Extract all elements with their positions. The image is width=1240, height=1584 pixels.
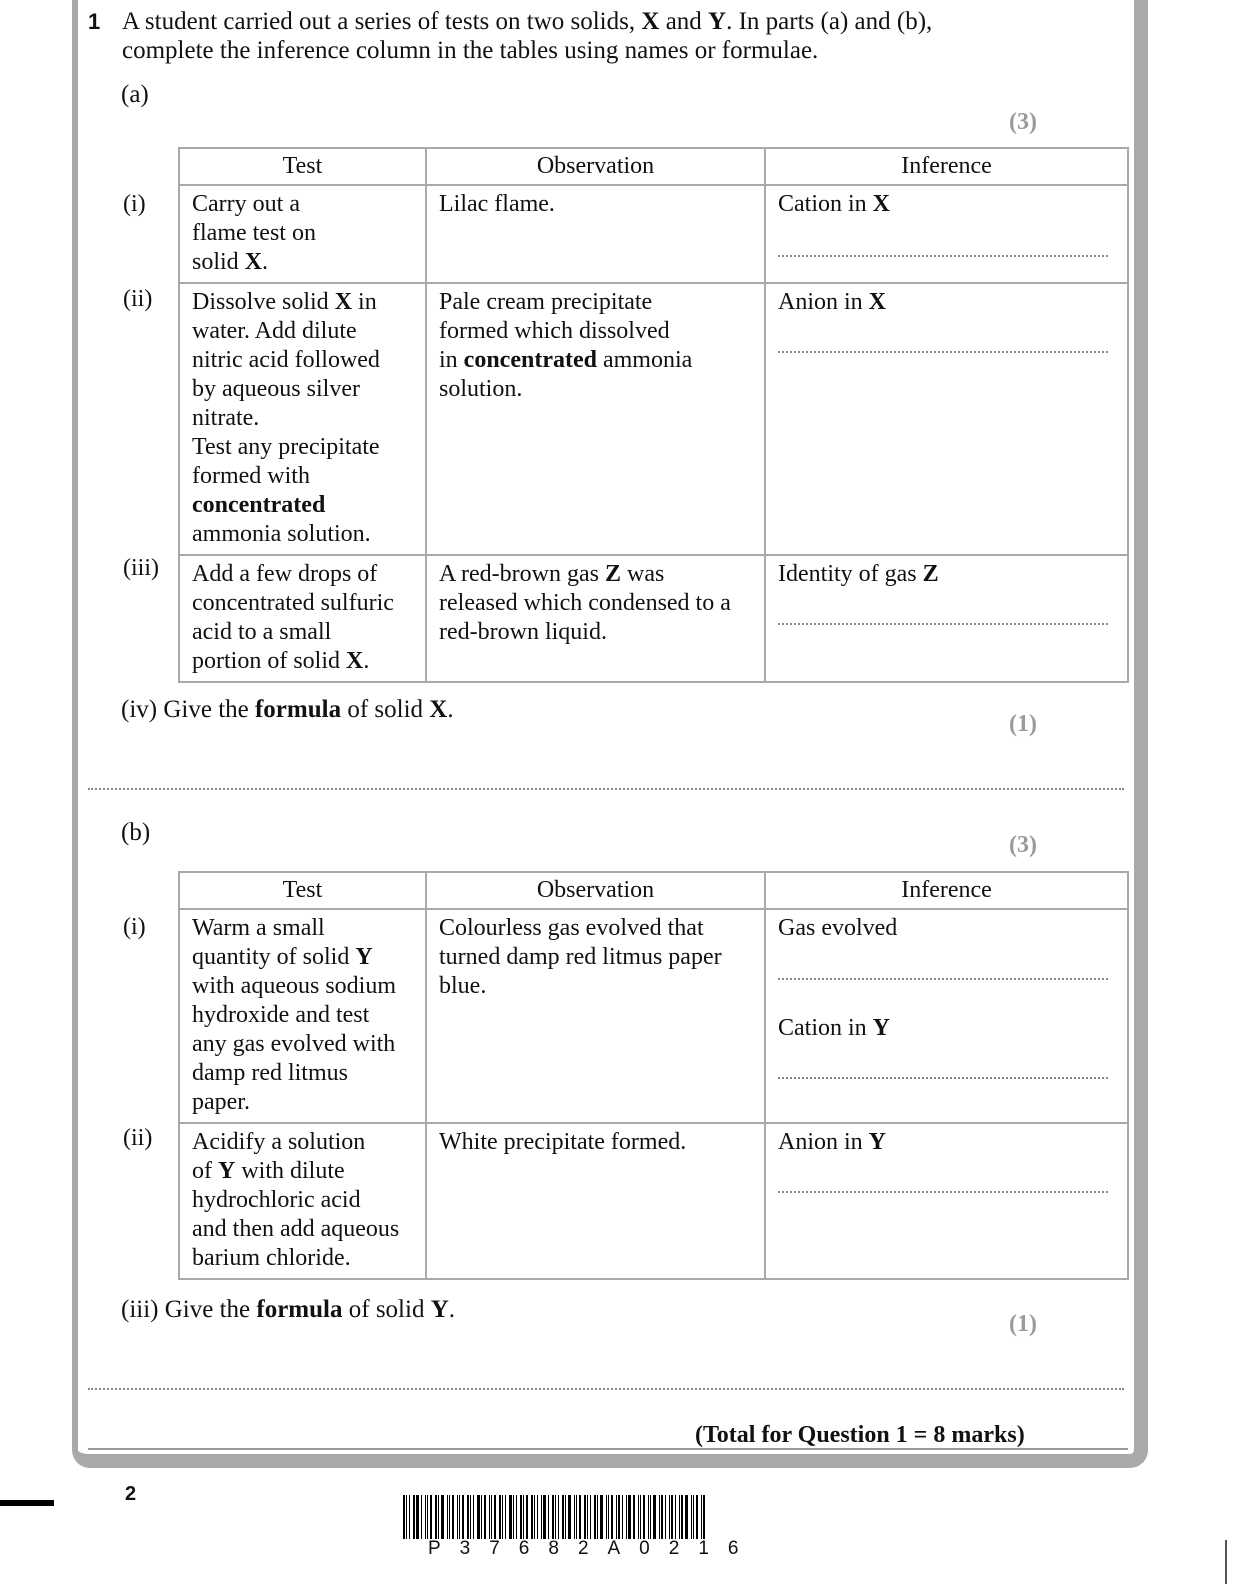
barcode-bar [568,1495,571,1539]
barcode-bar [489,1495,490,1539]
barcode-bar [558,1495,559,1539]
barcode-bar [473,1495,474,1539]
barcode-bar [421,1495,422,1539]
table-header-row [179,148,1128,185]
barcode-bar [552,1495,554,1539]
total-divider [88,1448,1128,1450]
answer-dotted-line[interactable] [778,623,1108,625]
question-number: 1 [88,9,101,34]
test-cell: Warm a small quantity of solid Y with aqueous sodium hydroxide and test any gas evolved with damp red litmus paper. [179,909,426,1123]
barcode-bar [494,1495,496,1539]
barcode-bar [693,1495,694,1539]
barcode-bar [681,1495,683,1539]
barcode-bar [669,1495,670,1539]
row-number: (i) [123,191,146,217]
answer-line-a-iv[interactable] [88,788,1124,790]
barcode-bar [430,1495,432,1539]
answer-dotted-line[interactable] [778,1077,1108,1079]
total-marks: (Total for Question 1 = 8 marks) [695,1422,1025,1448]
row-number: (ii) [123,286,153,312]
barcode-bar [505,1495,506,1539]
header-inference: Inference [765,148,1128,185]
observation-cell: A red-brown gas Z was released which condensed to a red-brown liquid. [426,555,765,682]
barcode-bar [633,1495,635,1539]
barcode-bar [616,1495,617,1539]
part-a-iv-marks: (1) [1009,711,1037,737]
barcode-bar [484,1495,486,1539]
barcode-bar [509,1495,512,1539]
row-number: (i) [123,914,146,940]
barcode-bar [626,1495,627,1539]
barcode-bar [611,1495,613,1539]
inference-cell: Gas evolved Cation in Y [765,909,1128,1123]
inference-cell: Anion in X [765,283,1128,555]
header-test: Test [179,148,426,185]
barcode-bar [606,1495,607,1539]
barcode-bar [665,1495,666,1539]
part-a-marks: (3) [1009,109,1037,135]
barcode-bar [438,1495,439,1539]
barcode-bar [594,1495,596,1539]
page-number: 2 [125,1483,137,1505]
inference-cell: Cation in X [765,185,1128,283]
barcode-bar [413,1495,415,1539]
barcode-bar [523,1495,524,1539]
answer-dotted-line[interactable] [778,351,1108,353]
barcode-bar [584,1495,586,1539]
barcode-bar [491,1495,492,1539]
barcode-bar [452,1495,454,1539]
question-intro: A student carried out a series of tests on two solids, X and Y. In parts (a) and (b), complete the inference column in the tables using names or formulae. [122,8,933,64]
barcode [403,1495,835,1539]
table-row [179,185,1128,283]
barcode-bar [622,1495,623,1539]
barcode-bar [425,1495,426,1539]
barcode-bar [574,1495,575,1539]
barcode-bar [659,1495,660,1539]
barcode-bar [409,1495,410,1539]
table-row [179,1123,1128,1279]
barcode-bar [565,1495,566,1539]
barcode-bar [685,1495,688,1539]
barcode-bar [459,1495,460,1539]
barcode-bar [675,1495,676,1539]
barcode-bar [457,1495,458,1539]
header-observation: Observation [426,872,765,909]
barcode-bar [653,1495,656,1539]
barcode-bar [477,1495,480,1539]
barcode-bar [406,1495,407,1539]
barcode-bar [441,1495,444,1539]
barcode-bar [597,1495,598,1539]
barcode-bar [600,1495,603,1539]
answer-line-b-iii[interactable] [88,1388,1124,1390]
barcode-bar [608,1495,609,1539]
barcode-bar [447,1495,448,1539]
header-observation: Observation [426,148,765,185]
barcode-bar [462,1495,464,1539]
barcode-bar [638,1495,639,1539]
answer-dotted-line[interactable] [778,978,1108,980]
part-b-marks: (3) [1009,832,1037,858]
header-inference: Inference [765,872,1128,909]
answer-dotted-line[interactable] [778,255,1108,257]
barcode-bar [427,1495,428,1539]
barcode-bar [691,1495,692,1539]
barcode-bar [696,1495,698,1539]
inference-cell: Anion in Y [765,1123,1128,1279]
margin-marker [0,1500,54,1506]
barcode-bar [555,1495,556,1539]
header-test: Test [179,872,426,909]
barcode-bar [703,1495,705,1539]
barcode-bar [449,1495,450,1539]
barcode-bar [650,1495,651,1539]
test-cell: Add a few drops of concentrated sulfuric acid to a small portion of solid X. [179,555,426,682]
observation-cell: Lilac flame. [426,185,765,283]
barcode-bar [467,1495,469,1539]
part-b-label: (b) [121,819,151,846]
barcode-bar [513,1495,514,1539]
test-cell: Dissolve solid X in water. Add dilute nitric acid followed by aqueous silver nitrate. Test any precipitate formed with concentrated ammonia solution. [179,283,426,555]
barcode-bar [499,1495,501,1539]
barcode-bar [481,1495,482,1539]
barcode-bar [435,1495,437,1539]
barcode-bar [543,1495,546,1539]
barcode-bar [562,1495,564,1539]
barcode-bar [579,1495,581,1539]
barcode-bar [628,1495,631,1539]
barcode-bar [618,1495,620,1539]
row-number: (ii) [123,1125,153,1151]
test-cell: Carry out a flame test on solid X. [179,185,426,283]
answer-dotted-line[interactable] [778,1191,1108,1193]
barcode-bar [548,1495,549,1539]
table-header-row [179,872,1128,909]
part-b-iii-marks: (1) [1009,1311,1037,1337]
barcode-bar [679,1495,680,1539]
barcode-bar [587,1495,588,1539]
row-number: (iii) [123,555,159,581]
table-a [178,147,1129,683]
barcode-bar [520,1495,522,1539]
part-a-iv: (iv) Give the formula of solid X. [121,696,454,723]
barcode-bar [531,1495,533,1539]
barcode-bar [640,1495,641,1539]
barcode-bar [661,1495,663,1539]
table-row [179,283,1128,555]
barcode-bar [470,1495,471,1539]
inference-cell: Identity of gas Z [765,555,1128,682]
table-b [178,871,1129,1280]
observation-cell: Pale cream precipitate formed which dissolved in concentrated ammonia solution. [426,283,765,555]
page-edge-mark [1225,1540,1227,1584]
observation-cell: Colourless gas evolved that turned damp red litmus paper blue. [426,909,765,1123]
barcode-bar [590,1495,591,1539]
barcode-bar [403,1495,405,1539]
barcode-bar [541,1495,542,1539]
barcode-bar [537,1495,538,1539]
barcode-bar [502,1495,503,1539]
part-b-iii: (iii) Give the formula of solid Y. [121,1296,456,1323]
barcode-bar [526,1495,528,1539]
barcode-bar [416,1495,419,1539]
barcode-bar [516,1495,517,1539]
table-row [179,555,1128,682]
observation-cell: White precipitate formed. [426,1123,765,1279]
barcode-bar [534,1495,535,1539]
barcode-bar [576,1495,577,1539]
barcode-bar [648,1495,649,1539]
barcode-bar [671,1495,673,1539]
barcode-text: P37682A0216 [428,1538,758,1559]
test-cell: Acidify a solution of Y with dilute hydrochloric acid and then add aqueous barium chloride. [179,1123,426,1279]
barcode-bar [701,1495,702,1539]
table-row [179,909,1128,1123]
part-a-label: (a) [121,81,149,108]
barcode-bar [643,1495,645,1539]
